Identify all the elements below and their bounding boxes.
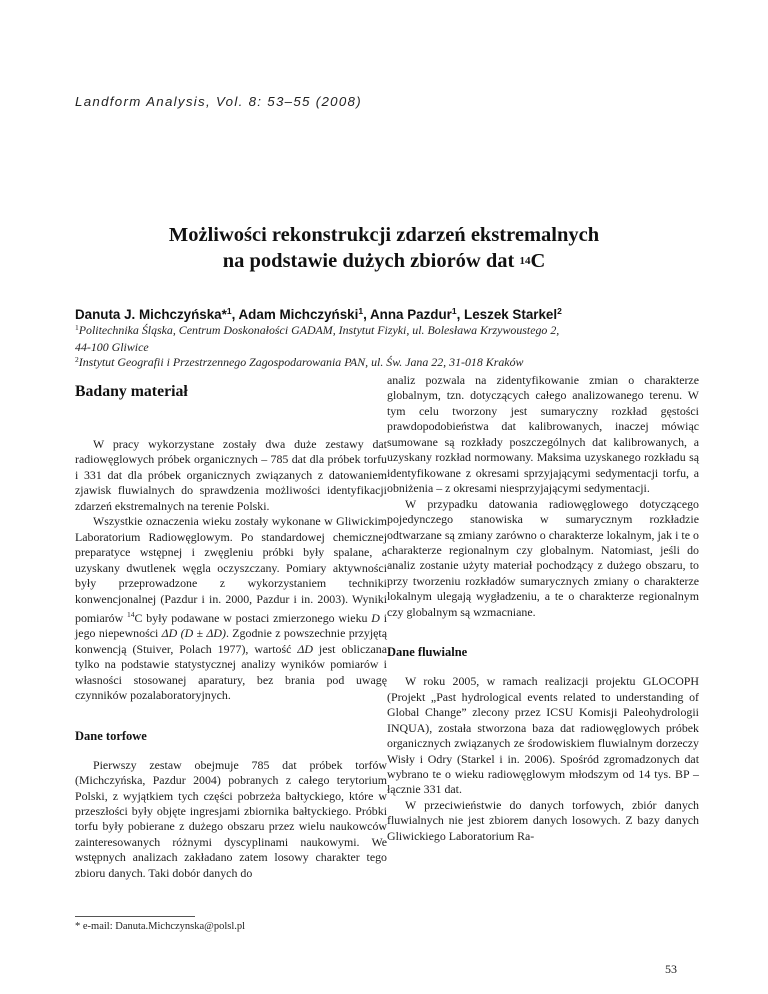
paragraph: W przeciwieństwie do danych torfowych, zbiór danych fluwialnych nie jest zbiorem danych losowych. Z bazy danych Gliwickiego Laboratorium Ra- (387, 797, 699, 843)
article-title (60, 222, 708, 277)
author-1: Danuta J. Michczyńska*$^1$, (75, 306, 239, 322)
paragraph: W roku 2005, w ramach realizacji projektu GLOCOPH (Projekt „Past hydrological events related to understanding of Global Change” zlecony przez ICSU Komisji Paleohydrologii INQUA), została stworzona baza dat radiowęglowych próbek organicznych związanych ze środowiskiem fluwialnym dorzeczy Wisły i Odry (Starkel i in. 2006). Spośród zgromadzonych dat wybrano te o wieku radiowęglowym młodszym od 14 tys. BP – łącznie 331 dat. (387, 674, 699, 797)
title-line-2 (60, 248, 708, 277)
paragraph: W pracy wykorzystane zostały dwa duże zestawy dat radiowęglowych próbek organicznych – 785 dat dla próbek torfu i 331 dat dla próbek organicznych związanych z datowaniem zjawisk fluwialnych do sprawdzenia możliwości identyfikacji zdarzeń ekstremalnych na terenie Polski. (75, 437, 387, 513)
affiliation-1: $^1$Politechnika Śląska, Centrum Doskonałości GADAM, Instytut Fizyki, ul. Bolesława Krzywoustego 2, 44-100 Gliwice (75, 323, 560, 354)
section-heading-dane-torfowe: Dane torfowe (75, 728, 147, 743)
title-line-2-end: C (530, 250, 546, 272)
author-4: Leszek Starkel$^2$ (464, 306, 562, 322)
paragraph: W przypadku datowania radiowęglowego dotyczącego pojedynczego stanowiska w sumarycznym rozkładzie odtwarzane są zmiany zarówno o charakterze lokalnym, jak i te o charakterze regionalnym czy globalnym. Natomiast, jeśli do analiz zostanie użyty materiał pochodzący z dużego obszaru, to przy tworzeniu rozkładów sumarycznych zmiany o charakterze lokalnym ulegają wygładzeniu, a te o charakterze regionalnym czy globalnym są wzmacniane. (387, 496, 699, 619)
paragraph: Wszystkie oznaczenia wieku zostały wykonane w Gliwickim Laboratorium Radiowęglowym. Po standardowej chemicznej preparatyce wstępnej i zwęgleniu próbki były spalane, a uzyskany dwutlenek węgla oczyszczany. Pomiary aktywności były przeprowadzone z wykorzystaniem techniki konwencjonalnej (Pazdur i in. 2000, Pazdur i in. 2003). Wyniki pomiarów $^{14}$C były podawane w postaci zmierzonego wieku D i jego niepewności ΔD (D ± ΔD). Zgodnie z powszechnie przyjętą konwencją (Stuiver, Polach 1977), wartość ΔD jest obliczana tylko na podstawie statystycznej analizy wyników pomiarów i własności stosowanej aparatury, bez brania pod uwagę czynników pozalaboratoryjnych. (75, 514, 388, 703)
author-2: Adam Michczyński$^1$, (238, 306, 371, 322)
page-number: 53 (665, 962, 677, 976)
right-column (387, 373, 699, 844)
journal-citation: Landform Analysis, Vol. 8: 53–55 (2008) (75, 94, 362, 109)
footnote-rule (75, 916, 195, 917)
author-list (75, 307, 562, 322)
paragraph: analiz pozwala na zidentyfikowanie zmian o charakterze globalnym, tzn. dotyczących całego analizowanego terenu. W tym celu tworzony jest sumaryczny rozkład gęstości prawdopodobieństwa dat kalibrowanych, inaczej mówiąc sumowane są rozkłady poszczególnych dat kalibrowanych, a uzyskany rozkład normowany. Maksima uzyskanego rozkładu są identyfikowane z okresami sprzyjającymi sedymentacji torfu, a obniżenia – z okresami niesprzyjającymi sedymentacji. (387, 373, 699, 496)
left-column (75, 373, 387, 881)
affiliation-2: $^2$Instytut Geografii i Przestrzennego Zagospodarowania PAN, ul. Św. Jana 22, 31-018 Kraków (75, 355, 524, 369)
footnote: * e-mail: Danuta.Michczynska@polsl.pl (75, 921, 246, 932)
section-heading-badany-material: Badany materiał (75, 383, 188, 400)
paragraph: Pierwszy zestaw obejmuje 785 dat próbek torfów (Michczyńska, Pazdur 2004) pobranych z całego terytorium Polski, z wyjątkiem tych części pobrzeża bałtyckiego, które w przeszłości były objęte ingresjami zbiornika bałtyckiego. Próbki torfu były pobierane z dużego obszaru przez wielu naukowców zainteresowanych różnymi dyscyplinami naukowymi. We wstępnych analizach zakładano zatem losowy charakter tego zbioru danych. Taki dobór danych do (75, 757, 387, 880)
title-line-1: Możliwości rekonstrukcji zdarzeń ekstremalnych (168, 224, 600, 246)
title-line-2-text: na podstawie dużych zbiorów dat (222, 250, 520, 272)
section-heading-dane-fluwialne: Dane fluwialne (387, 645, 468, 660)
author-3: Anna Pazdur$^1$, (370, 306, 465, 322)
isotope-superscript: 14 (519, 255, 531, 267)
